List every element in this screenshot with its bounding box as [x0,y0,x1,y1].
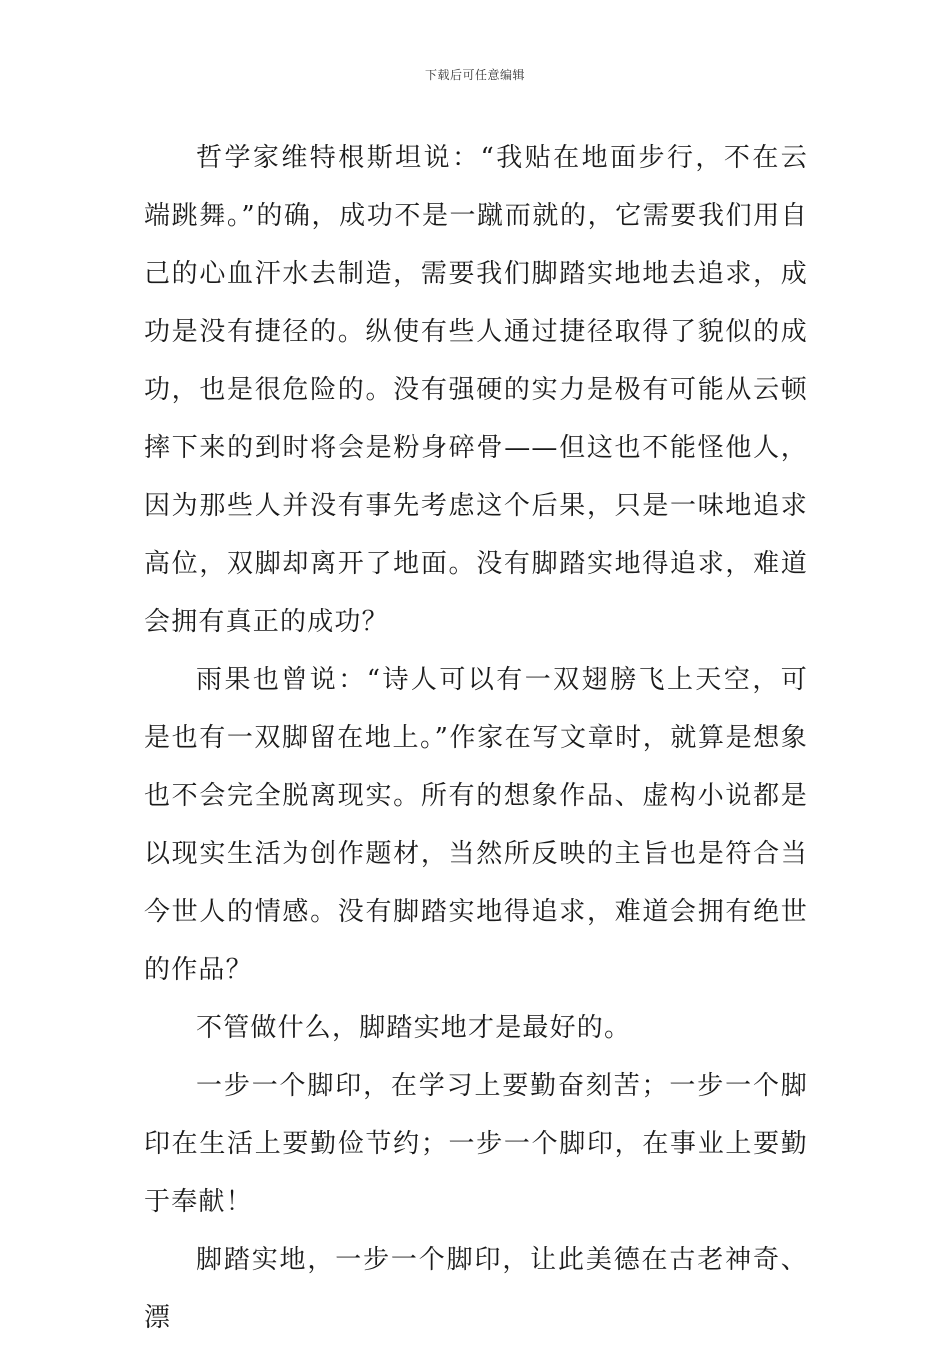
paragraph-step-by-step: 一步一个脚印，在学习上要勤奋刻苦；一步一个脚印在生活上要勤俭节约；一步一个脚印，在事业上要勤于奉献！ [144,1071,808,1217]
download-editable-note: 下载后可任意编辑 [424,68,525,82]
paragraph-wittgenstein-quote: 哲学家维特根斯坦说：“我贴在地面步行，不在云端跳舞。”的确，成功不是一蹴而就的，它需要我们用自己的心血汗水去制造，需要我们脚踏实地地去追求，成功是没有捷径的。纵使有些人通过捷径取得了貌似的成功，也是很危险的。没有强硬的实力是极有可能从云顿摔下来的到时将会是粉身碎骨——但这也不能怪他人，因为那些人并没有事先考虑这个后果，只是一味地追求高位，双脚却离开了地面。没有脚踏实地得追求，难道会拥有真正的成功？ [144,143,808,637]
paragraph-closing: 脚踏实地，一步一个脚印，让此美德在古老神奇、漂 [144,1245,808,1333]
essay-body [144,129,808,1347]
paragraph-summary: 不管做什么，脚踏实地才是最好的。 [196,1013,632,1043]
paragraph-hugo-quote: 雨果也曾说：“诗人可以有一双翅膀飞上天空，可是也有一双脚留在地上。”作家在写文章时，就算是想象也不会完全脱离现实。所有的想象作品、虚构小说都是以现实生活为创作题材，当然所反映的主旨也是符合当今世人的情感。没有脚踏实地得追求，难道会拥有绝世的作品？ [144,665,808,985]
